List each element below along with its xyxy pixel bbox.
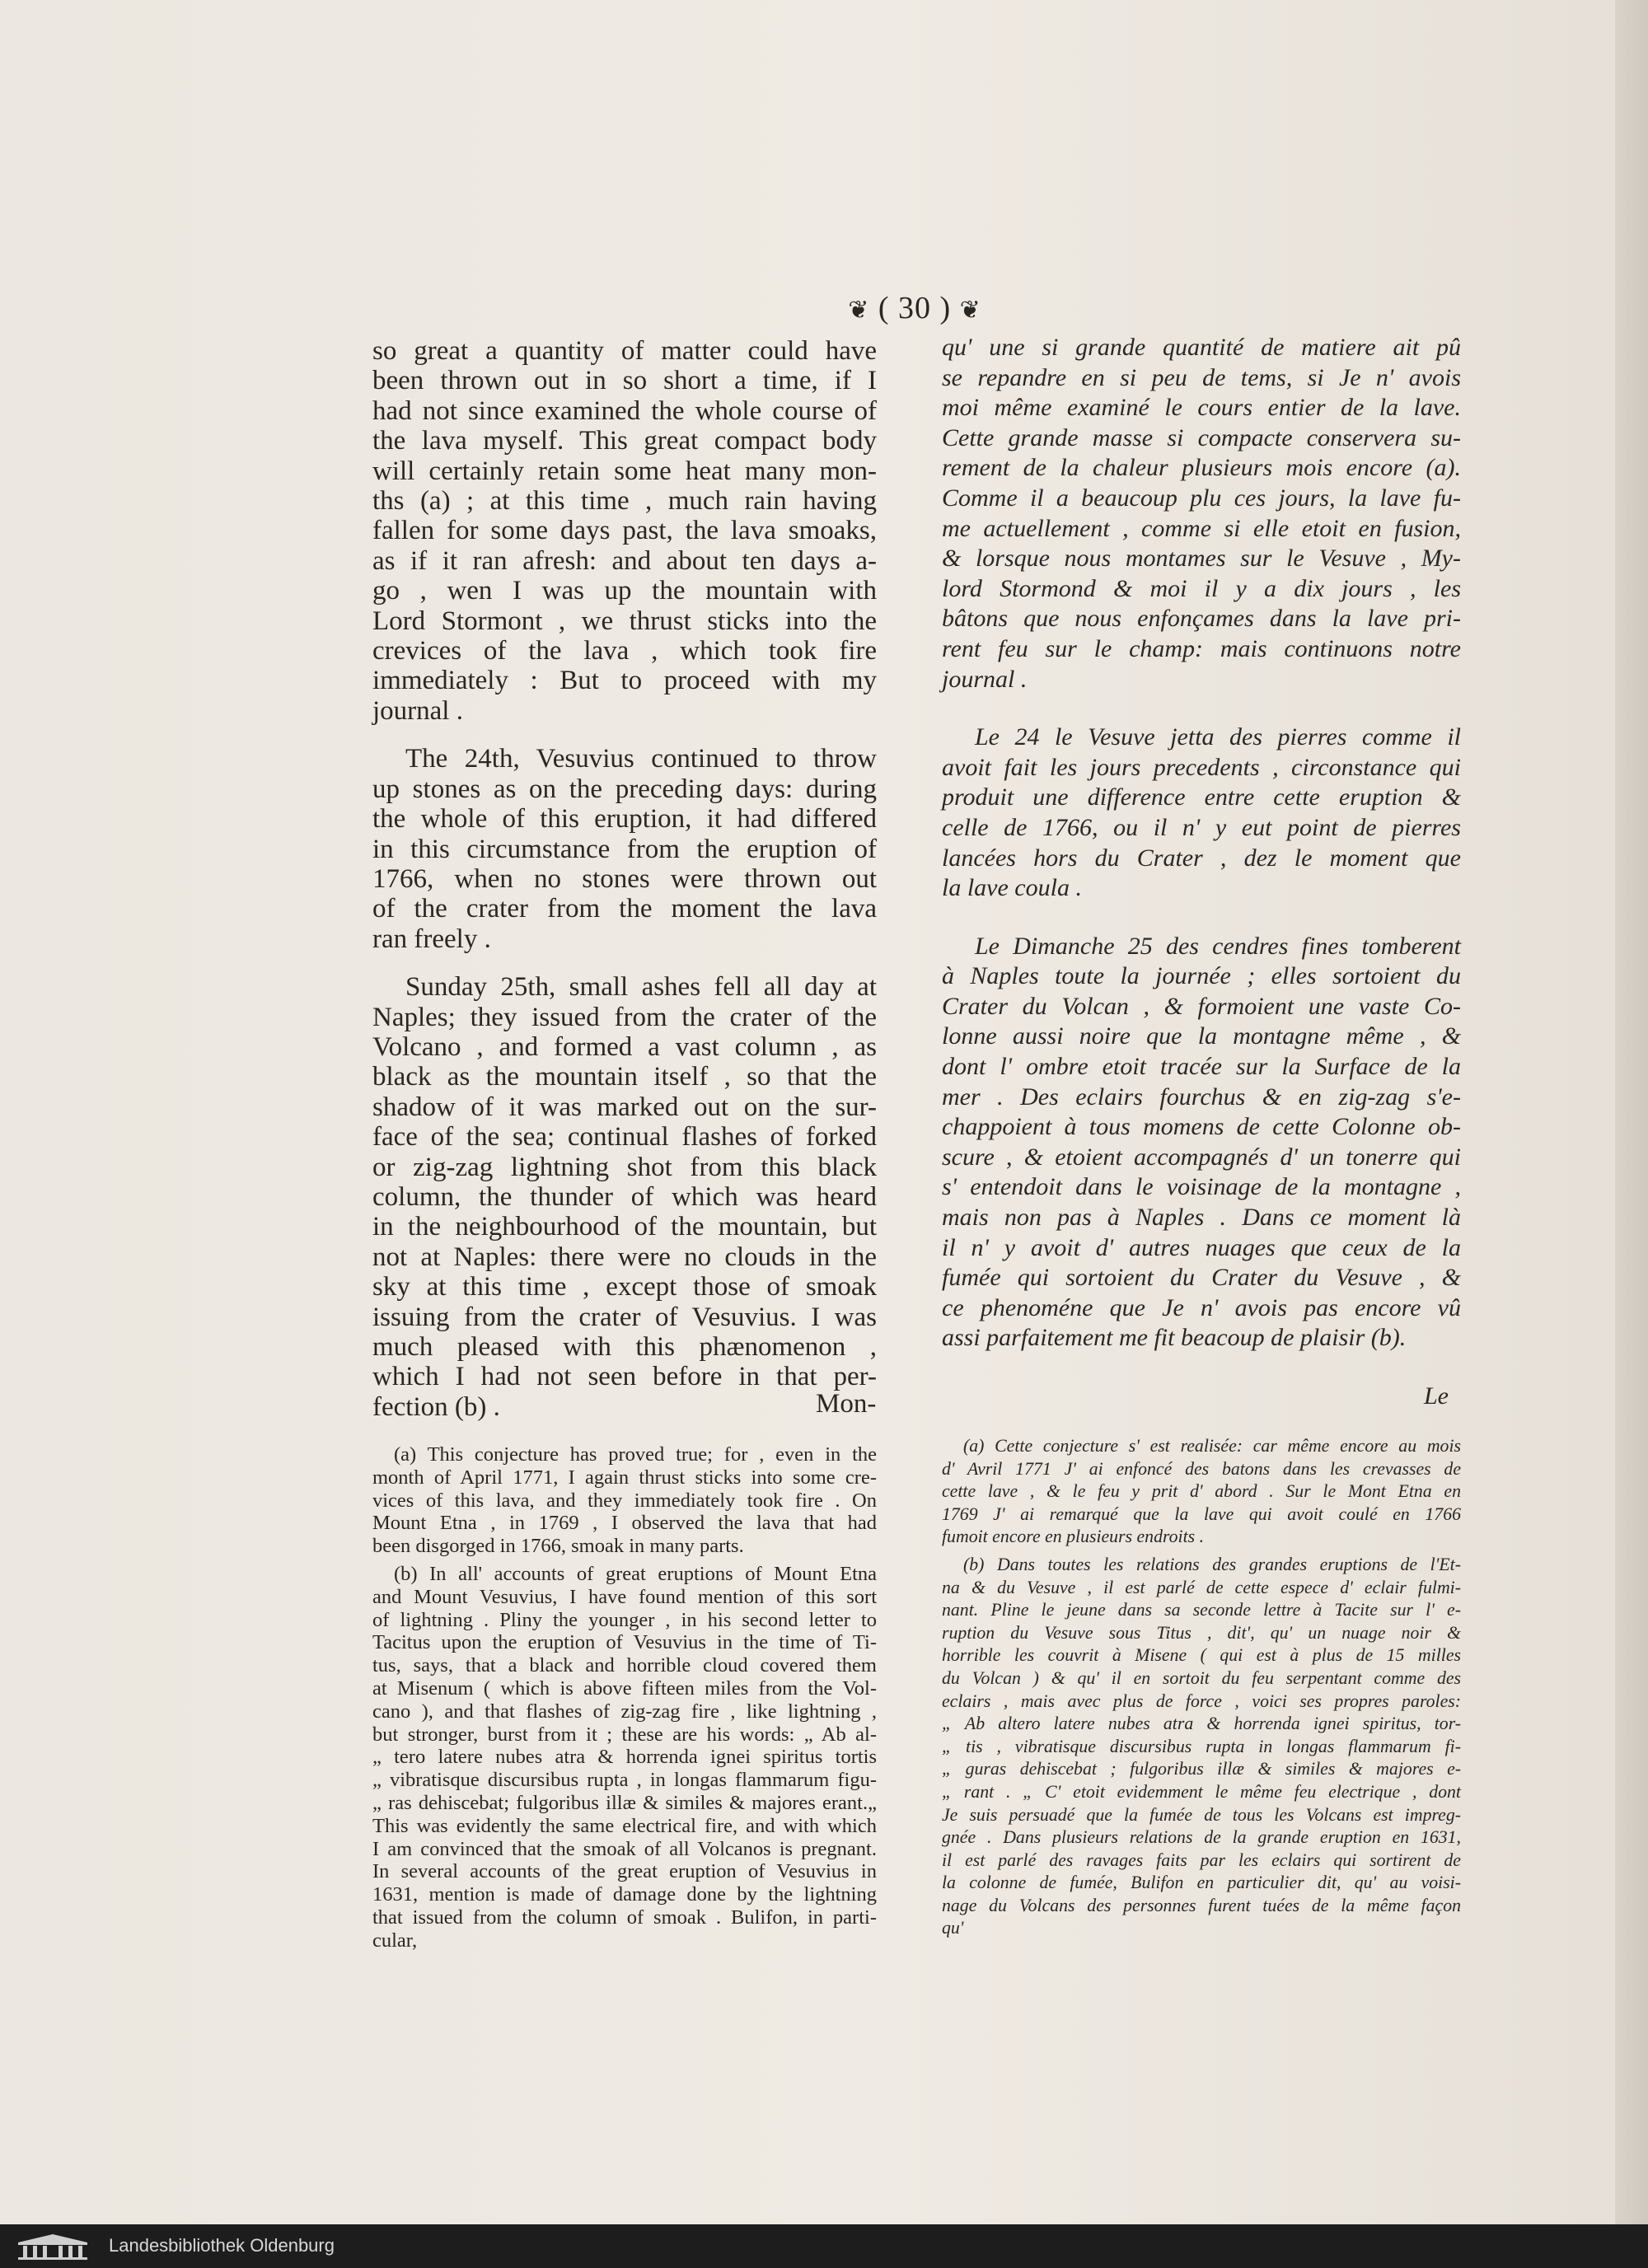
text-line: mais non pas à Naples . Dans ce moment là [942,1204,1461,1232]
text-line: il est parlé des ravages faits par les eclairs qui sortirent de [942,1849,1461,1870]
text-line: I am convinced that the smoak of all Volcanos is pregnant. [372,1837,877,1860]
paragraph [942,1554,1461,1940]
text-line: vices of this lava, and they immediately took fire . On [372,1489,877,1512]
paragraph [942,932,1461,1354]
text-line: column, the thunder of which was heard [372,1181,877,1212]
text-line: & lorsque nous montames sur le Vesuve , My- [942,545,1461,573]
text-line: à Naples toute la journée ; elles sortoient du [942,962,1461,990]
text-line: sky at this time , except those of smoak [372,1272,877,1302]
paragraph [372,972,877,1422]
text-line: as if it ran afresh: and about ten days a- [372,545,877,576]
text-line: „ Ab altero latere nubes atra & horrenda ignei spiritus, tor- [942,1714,1461,1734]
text-line: rement de la chaleur plusieurs mois encore (a). [942,454,1461,482]
text-line: crevices of the lava , which took fire [372,636,877,666]
text-line: lord Stormond & moi il y a dix jours , les [942,574,1461,602]
paragraph-gap [942,694,1461,722]
text-line: (a) Cette conjecture s' est realisée: car même encore au mois [963,1436,1461,1456]
text-line: produit une difference entre cette eruption & [942,783,1461,811]
text-line: In several accounts of the great eruption of Vesuvius in [372,1860,877,1883]
text-line: been thrown out in so short a time, if I [372,366,877,396]
text-line: shadow of it was marked out on the sur- [372,1092,877,1122]
text-line: not at Naples: there were no clouds in the [372,1242,877,1272]
text-line: and Mount Vesuvius, I have found mention of this sort [372,1585,877,1608]
text-line: fallen for some days past, the lava smoaks, [372,516,877,546]
text-line: tus, says, that a black and horrible cloud covered them [372,1654,877,1677]
text-line: journal . [372,695,463,726]
page-number [824,290,1005,326]
text-line: Cette grande masse si compacte conservera su- [942,423,1461,451]
text-line: chappoient à tous momens de cette Colonne ob- [942,1113,1461,1141]
text-line: black as the mountain itself , so that the [372,1062,877,1092]
text-line: „ ras dehiscebat; fulgoribus illæ & similes & majores erant.„ [372,1791,877,1814]
paragraph [942,722,1461,904]
text-line: ran freely . [372,924,491,954]
text-line: „ tis , vibratisque discursibus rupta in longas flammarum fi- [942,1736,1461,1756]
text-line: lancées hors du Crater , dez le moment que [942,844,1461,872]
text-line: of lightning . Pliny the younger , in his second letter to [372,1608,877,1631]
text-line: Lord Stormont , we thrust sticks into the [372,606,877,636]
paragraph-gap [942,904,1461,932]
text-line: (a) This conjecture has proved true; for , even in the [394,1443,877,1466]
text-line: the lava myself. This great compact body [372,426,877,456]
text-line: in this circumstance from the eruption of [372,834,877,864]
text-line: which I had not seen before in that per- [372,1362,877,1392]
text-line: Naples; they issued from the crater of the [372,1002,877,1032]
text-line: assi parfaitement me fit beacoup de plaisir (b). [942,1324,1407,1352]
paragraph [372,1563,877,1952]
text-line: but stronger, burst from it ; these are his words: „ Ab al- [372,1723,877,1746]
english-footnotes [372,1443,877,1952]
text-line: cular, [372,1929,418,1952]
text-line: il n' y avoit d' autres nuages que ceux de la [942,1233,1461,1261]
page-edge [1615,0,1648,2224]
english-column [372,336,877,1422]
text-line: month of April 1771, I again thrust sticks into some cre- [372,1466,877,1489]
english-catchword: Mon- [816,1389,877,1419]
text-line: qu' une si grande quantité de matiere ait pû [942,334,1461,361]
text-line: face of the sea; continual flashes of forked [372,1122,877,1153]
french-column [942,333,1461,1354]
text-line: Crater du Volcan , & formoient une vaste Co- [942,992,1461,1020]
paragraph [942,333,1461,694]
text-line: immediately : But to proceed with my [372,666,877,696]
text-line: up stones as on the preceding days: during [372,774,877,804]
text-line: Mount Etna , in 1769 , I observed the lava that had [372,1512,877,1535]
text-line: journal . [942,665,1028,693]
library-building-icon [16,2233,89,2261]
paragraph [372,1443,877,1558]
library-name: Landesbibliothek Oldenburg [109,2235,335,2256]
text-line: „ vibratisque discursibus rupta , in longas flammarum figu- [372,1769,877,1792]
text-line: fumée qui sortoient du Crater du Vesuve , & [942,1264,1461,1292]
page-number-text: ( 30 ) [878,291,952,325]
text-line: cano ), and that flashes of zig-zag fire , like lightning , [372,1700,877,1723]
text-line: This was evidently the same electrical fire, and with which [372,1814,877,1837]
text-line: me actuellement , comme si elle etoit en fusion, [942,514,1461,542]
text-line: at Misenum ( which is above fifteen miles from the Vol- [372,1676,877,1700]
text-line: 1631, mention is made of damage done by the lightning [372,1883,877,1906]
paragraph-gap [372,726,877,744]
text-line: Sunday 25th, small ashes fell all day at [405,972,877,1003]
text-line: go , wen I was up the mountain with [372,576,877,606]
text-line: scure , & etoient accompagnés d' un tonerre qui [942,1143,1461,1171]
text-line: lonne aussi noire que la montagne même , & [942,1022,1461,1050]
text-line: that issued from the column of smoak . Bulifon, in parti- [372,1906,877,1929]
text-line: so great a quantity of matter could have [372,336,877,366]
text-line: bâtons que nous enfonçames dans la lave pri- [942,605,1461,633]
text-line: The 24th, Vesuvius continued to throw [405,744,877,774]
library-footer [0,2224,1648,2268]
text-line: 1769 J' ai remarqué que la lave qui avoit coulé en 1766 [942,1503,1461,1524]
text-line: s' entendoit dans le voisinage de la montagne , [942,1173,1461,1201]
text-line: much pleased with this phænomenon , [372,1332,877,1362]
ornament-left-icon: ❦ [848,297,870,324]
text-line: fumoit encore en plusieurs endroits . [942,1527,1205,1547]
text-line: eclairs , mais avec plus de force , voici ses propres paroles: [942,1690,1461,1711]
text-line: Tacitus upon the eruption of Vesuvius in the time of Ti- [372,1631,877,1654]
text-line: ce phenoméne que Je n' avois pas encore vû [942,1293,1461,1321]
text-line: du Volcan ) & qu' il en sortoit du feu serpentant comme des [942,1667,1461,1688]
french-footnotes [942,1435,1461,1940]
text-line: of the crater from the moment the lava [372,894,877,924]
text-line: ths (a) ; at this time , much rain having [372,486,877,517]
text-line: Le Dimanche 25 des cendres fines tomberent [975,932,1461,960]
ornament-right-icon: ❦ [959,297,981,324]
text-line: gnée . Dans plusieurs relations de la grande eruption en 1631, [942,1827,1461,1848]
text-line: fection (b) . [372,1391,500,1422]
text-line: la colonne de fumée, Bulifon en particulier dit, qu' au voisi- [942,1873,1461,1893]
text-line: will certainly retain some heat many mon- [372,456,877,486]
text-line: (b) In all' accounts of great eruptions of Mount Etna [394,1562,877,1585]
text-line: mer . Des eclairs fourchus & en zig-zag s'e- [942,1083,1461,1111]
text-line: in the neighbourhood of the mountain, but [372,1212,877,1242]
text-line: celle de 1766, ou il n' y eut point de pierres [942,813,1461,841]
text-line: Je suis persuadé que la fumée de tous les Volcans est impreg- [942,1804,1461,1825]
text-line: cette lave , & le feu y prit d' abord . Sur le Mont Etna en [942,1481,1461,1502]
text-line: horrible les couvrit à Misene ( qui est à plus de 15 milles [942,1645,1461,1666]
text-line: (b) Dans toutes les relations des grandes eruptions de l'Et- [963,1554,1461,1574]
text-line: rent feu sur le champ: mais continuons notre [942,634,1461,662]
paragraph [372,744,877,954]
french-catchword: Le [1424,1382,1449,1410]
paragraph [372,336,877,726]
text-line: „ tero latere nubes atra & horrenda ignei spiritus tortis [372,1746,877,1769]
paragraph-gap [372,954,877,972]
text-line: issuing from the crater of Vesuvius. I was [372,1302,877,1332]
text-line: or zig-zag lightning shot from this black [372,1152,877,1182]
text-line: nage du Volcans des personnes furent tuées de la même façon [942,1895,1461,1915]
text-line: „ rant . „ C' etoit evidemment le même feu electrique , dont [942,1781,1461,1802]
text-line: 1766, when no stones were thrown out [372,863,877,894]
text-line: la lave coula . [942,874,1082,902]
text-line: d' Avril 1771 J' ai enfoncé des batons dans les crevasses de [942,1458,1461,1479]
paragraph [942,1435,1461,1549]
text-line: „ guras dehiscebat ; fulgoribus illæ & similes & majores e- [942,1759,1461,1779]
text-line: the whole of this eruption, it had differed [372,804,877,835]
text-line: moi même examiné le cours entier de la lave. [942,394,1461,422]
text-line: nant. Pline le jeune dans sa seconde lettre à Tacite sur l' e- [942,1600,1461,1620]
text-line: Volcano , and formed a vast column , as [372,1031,877,1062]
text-line: se repandre en si peu de tems, si Je n' avois [942,363,1461,391]
text-line: dont l' ombre etoit tracée sur la Surface de la [942,1053,1461,1081]
text-line: qu' [942,1918,964,1938]
text-line: na & du Vesuve , il est parlé de cette espece d' eclair fulmi- [942,1577,1461,1597]
text-line: had not since examined the whole course of [372,395,877,426]
text-line: Comme il a beaucoup plu ces jours, la lave fu- [942,484,1461,512]
text-line: ruption du Vesuve sous Titus , dit', qu' un nuage noir & [942,1622,1461,1643]
text-line: Le 24 le Vesuve jetta des pierres comme il [975,723,1461,751]
text-line: avoit fait les jours precedents , circonstance qui [942,753,1461,781]
text-line: been disgorged in 1766, smoak in many parts. [372,1535,744,1558]
